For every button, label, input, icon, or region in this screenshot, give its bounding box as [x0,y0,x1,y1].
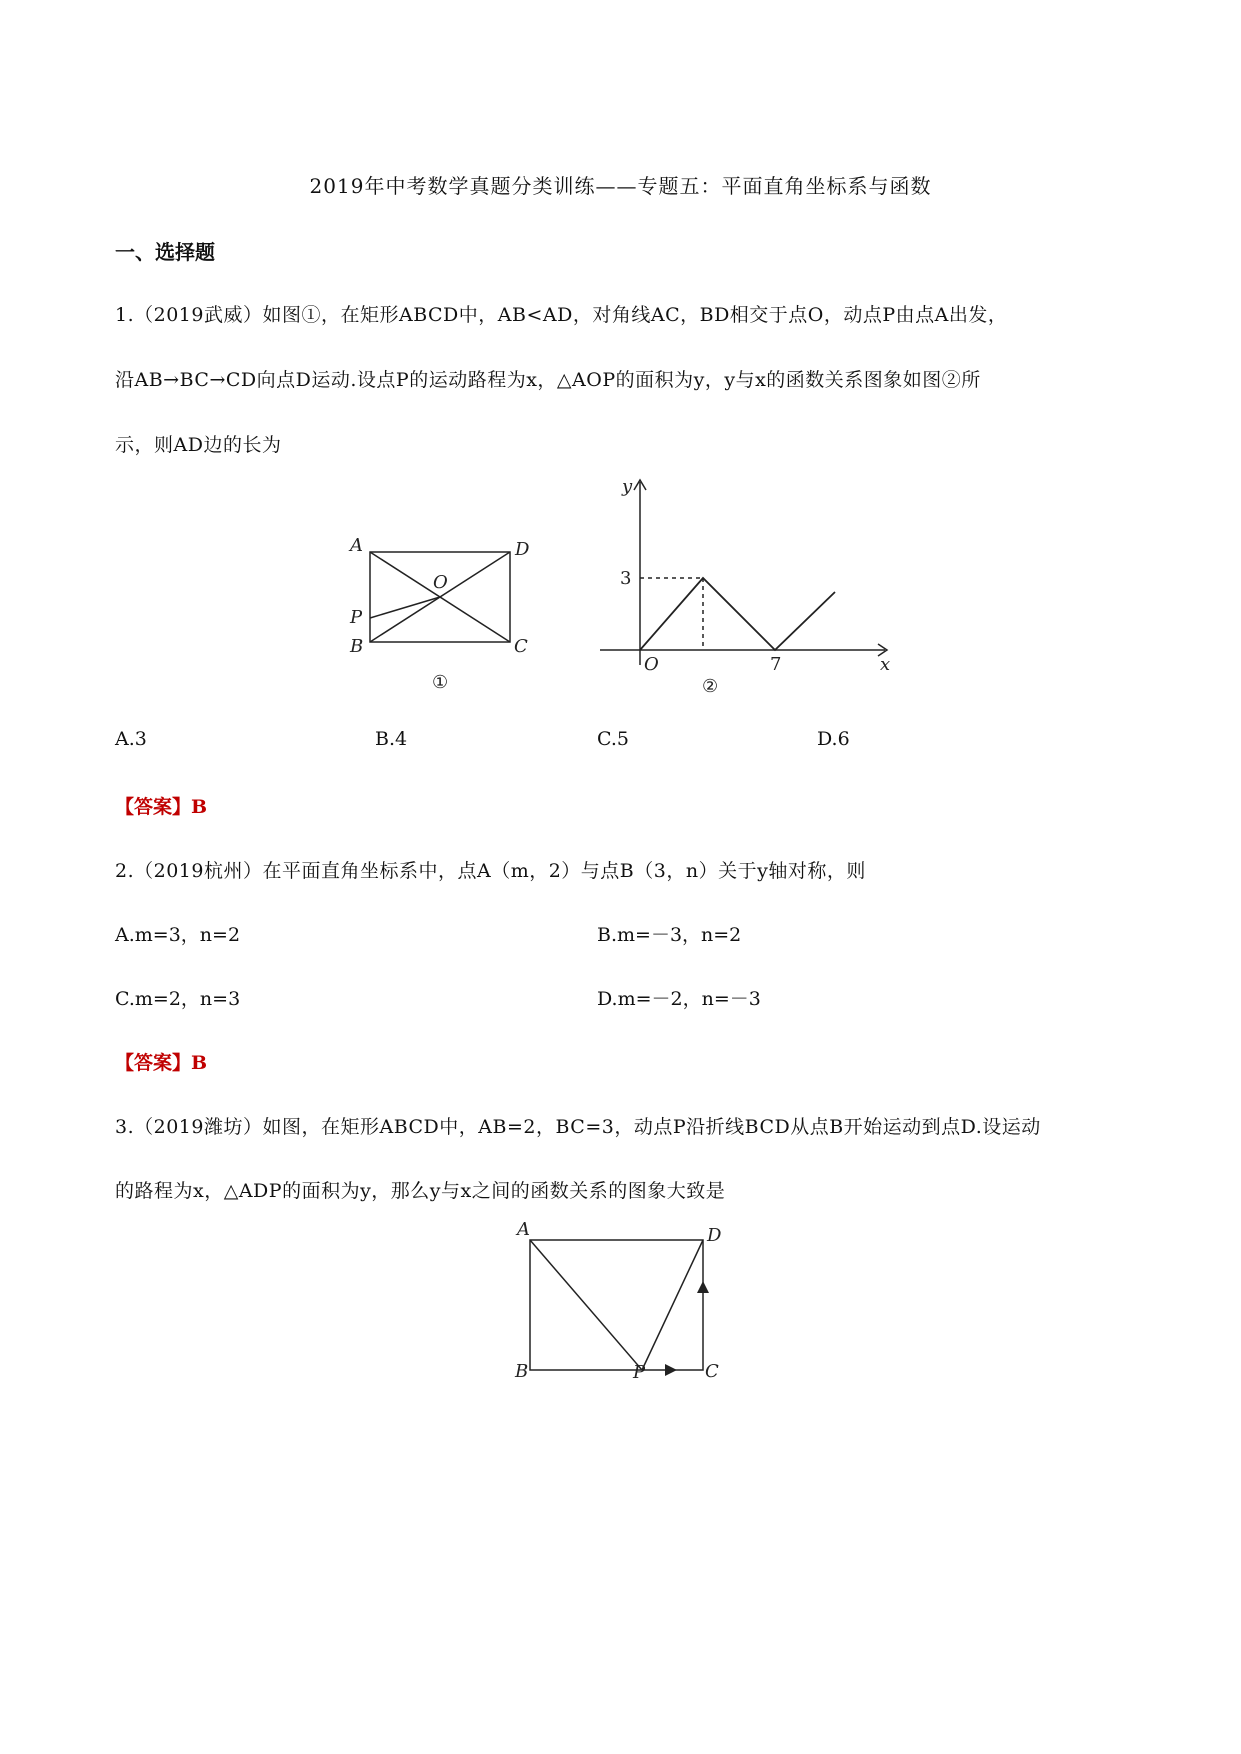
q1-option-c: C.5 [597,728,629,750]
q1-answer: 【答案】B [115,796,208,818]
q3-fig-label-p: P [633,1362,646,1380]
q1-fig1-label-d: D [515,539,530,560]
q1-fig1-label-a: A [350,535,363,556]
q2-option-d: D.m=－2，n=－3 [597,988,761,1010]
q1-option-b: B.4 [375,728,408,750]
section-heading: 一、选择题 [115,240,215,264]
q3-text-line2: 的路程为x，△ADP的面积为y，那么y与x之间的函数关系的图象大致是 [115,1180,726,1202]
q1-fig2-axis-x: x [880,654,891,675]
page-title: 2019年中考数学真题分类训练——专题五：平面直角坐标系与函数 [309,174,932,198]
q1-text-line3: 示，则AD边的长为 [115,434,282,456]
q2-answer: 【答案】B [115,1052,208,1074]
q1-option-d: D.6 [817,728,850,750]
q1-fig2-caption: ② [702,676,719,697]
q1-fig2-origin: O [644,654,659,675]
q1-text-line2: 沿AB→BC→CD向点D运动.设点P的运动路程为x，△AOP的面积为y，y与x的函数关系图象如图②所 [115,369,981,391]
q2-option-b: B.m=－3，n=2 [597,924,742,946]
q1-fig2-y-tick: 3 [620,568,632,589]
q3-fig-label-c: C [705,1361,719,1380]
q2-option-c: C.m=2，n=3 [115,988,241,1010]
q1-text-line1: 1.（2019武威）如图①，在矩形ABCD中，AB<AD，对角线AC，BD相交于点O，动点P由点A出发， [115,304,1008,326]
q1-figure-graph [600,470,900,710]
q1-fig2-axis-y: y [622,476,633,497]
q1-fig1-label-p: P [350,607,363,628]
q3-text-line1: 3.（2019潍坊）如图，在矩形ABCD中，AB=2，BC=3，动点P沿折线BCD从点B开始运动到点D.设运动 [115,1116,1041,1138]
q2-text-line1: 2.（2019杭州）在平面直角坐标系中，点A（m，2）与点B（3，n）关于y轴对称，则 [115,860,866,882]
q3-fig-label-d: D [707,1225,722,1246]
q1-fig1-label-c: C [514,636,528,657]
q1-fig2-x-tick: 7 [770,654,782,675]
q3-figure-rectangle [505,1215,745,1380]
q1-figure-rectangle [340,530,540,700]
q1-option-a: A.3 [115,728,147,750]
q3-fig-label-a: A [517,1219,530,1240]
q3-fig-label-b: B [515,1361,529,1380]
q1-fig1-caption: ① [432,672,449,693]
q2-option-a: A.m=3，n=2 [115,924,241,946]
q1-fig1-label-o: O [433,572,448,593]
q1-fig1-label-b: B [350,636,364,657]
